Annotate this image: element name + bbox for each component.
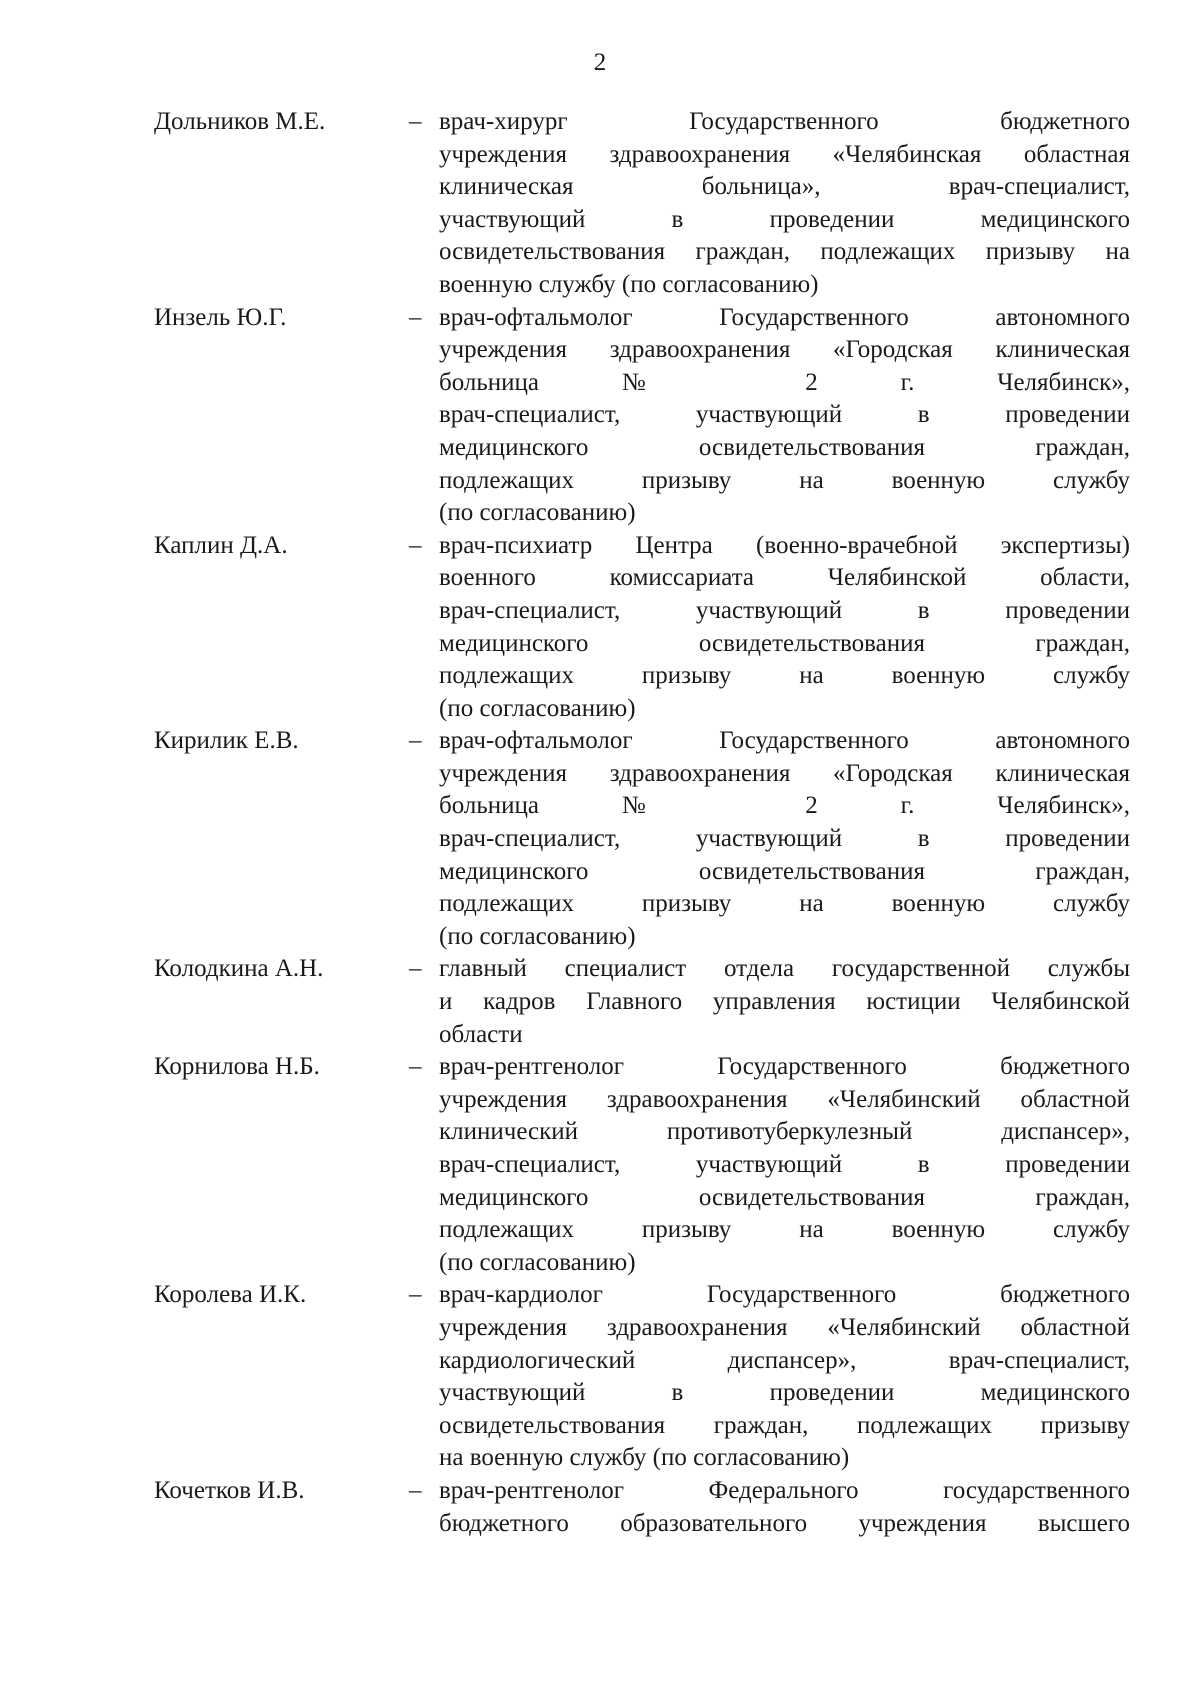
entry-dash: – <box>409 727 422 755</box>
position-line: врач-офтальмолог Государственного автономного <box>439 303 1130 331</box>
member-position <box>439 1051 1130 1279</box>
position-line: кардиологический диспансер», врач-специалист, <box>439 1346 1130 1374</box>
position-line: участвующий в проведении медицинского <box>439 1379 1130 1407</box>
position-line: военного комиссариата Челябинской области, <box>439 564 1130 592</box>
position-line: на военную службу (по согласованию) <box>439 1444 850 1472</box>
member-entry <box>154 302 1130 530</box>
member-name: Инзель Ю.Г. <box>154 303 287 331</box>
position-line: учреждения здравоохранения «Городская клиническая <box>439 759 1130 787</box>
member-position <box>439 725 1130 953</box>
position-line: врач-специалист, участвующий в проведении <box>439 401 1130 429</box>
entry-dash: – <box>409 1476 422 1504</box>
position-line: (по согласованию) <box>439 694 636 722</box>
member-position <box>439 1475 1130 1540</box>
entry-dash: – <box>409 955 422 983</box>
position-line: освидетельствования граждан, подлежащих призыву на <box>439 238 1130 266</box>
position-line: врач-специалист, участвующий в проведении <box>439 825 1130 853</box>
position-line: учреждения здравоохранения «Челябинская областная <box>439 140 1130 168</box>
position-line: врач-хирург Государственного бюджетного <box>439 108 1130 135</box>
position-line: учреждения здравоохранения «Челябинский областной <box>439 1313 1130 1341</box>
member-entry <box>154 530 1130 726</box>
position-line: подлежащих призыву на военную службу <box>439 890 1130 918</box>
position-line: врач-специалист, участвующий в проведении <box>439 596 1130 624</box>
position-line: врач-специалист, участвующий в проведении <box>439 1151 1130 1178</box>
entry-dash: – <box>409 531 422 559</box>
position-line: клинический противотуберкулезный диспансер», <box>439 1118 1130 1146</box>
members-list <box>154 106 1130 1540</box>
position-line: медицинского освидетельствования граждан, <box>439 1183 1130 1211</box>
position-line: врач-психиатр Центра (военно-врачебной экспертизы) <box>439 531 1130 559</box>
position-line: учреждения здравоохранения «Челябинский областной <box>439 1085 1130 1113</box>
position-line: области <box>439 1020 523 1048</box>
position-line: медицинского освидетельствования граждан, <box>439 433 1130 461</box>
page-number: 2 <box>593 49 607 76</box>
position-line: медицинского освидетельствования граждан, <box>439 629 1130 657</box>
member-entry <box>154 953 1130 1051</box>
member-position <box>439 302 1130 530</box>
position-line: (по согласованию) <box>439 1248 636 1276</box>
member-position <box>439 953 1130 1051</box>
member-position <box>439 1279 1130 1475</box>
member-entry <box>154 1051 1130 1279</box>
member-name: Колодкина А.Н. <box>154 955 324 983</box>
member-name: Кирилик Е.В. <box>154 727 299 755</box>
member-name: Кочетков И.В. <box>154 1476 305 1504</box>
position-line: военную службу (по согласованию) <box>439 270 819 298</box>
position-line: (по согласованию) <box>439 499 636 527</box>
position-line: врач-офтальмолог Государственного автономного <box>439 727 1130 755</box>
entry-dash: – <box>409 303 422 331</box>
member-position <box>439 106 1130 302</box>
member-entry <box>154 1475 1130 1540</box>
position-line: клиническая больница», врач-специалист, <box>439 173 1130 201</box>
entry-dash: – <box>409 108 422 135</box>
position-line: и кадров Главного управления юстиции Челябинской <box>439 988 1130 1016</box>
position-line: больница № 2 г. Челябинск», <box>439 368 1130 396</box>
position-line: освидетельствования граждан, подлежащих призыву <box>439 1411 1130 1439</box>
position-line: подлежащих призыву на военную службу <box>439 1216 1130 1244</box>
member-name: Корнилова Н.Б. <box>154 1053 320 1081</box>
member-name: Каплин Д.А. <box>154 531 288 559</box>
member-entry <box>154 106 1130 302</box>
position-line: врач-рентгенолог Государственного бюджетного <box>439 1053 1130 1081</box>
entry-dash: – <box>409 1053 422 1081</box>
entry-dash: – <box>409 1281 422 1309</box>
position-line: бюджетного образовательного учреждения высшего <box>439 1509 1130 1537</box>
position-line: подлежащих призыву на военную службу <box>439 662 1130 690</box>
member-name: Дольников М.Е. <box>154 108 326 135</box>
position-line: больница № 2 г. Челябинск», <box>439 792 1130 820</box>
member-entry <box>154 725 1130 953</box>
position-line: врач-кардиолог Государственного бюджетного <box>439 1281 1130 1309</box>
position-line: медицинского освидетельствования граждан, <box>439 857 1130 885</box>
position-line: врач-рентгенолог Федерального государственного <box>439 1476 1130 1504</box>
position-line: участвующий в проведении медицинского <box>439 205 1130 233</box>
member-entry <box>154 1279 1130 1475</box>
position-line: учреждения здравоохранения «Городская клиническая <box>439 336 1130 364</box>
position-line: (по согласованию) <box>439 922 636 950</box>
member-position <box>439 530 1130 726</box>
position-line: подлежащих призыву на военную службу <box>439 466 1130 494</box>
member-name: Королева И.К. <box>154 1281 307 1309</box>
position-line: главный специалист отдела государственной службы <box>439 955 1130 983</box>
